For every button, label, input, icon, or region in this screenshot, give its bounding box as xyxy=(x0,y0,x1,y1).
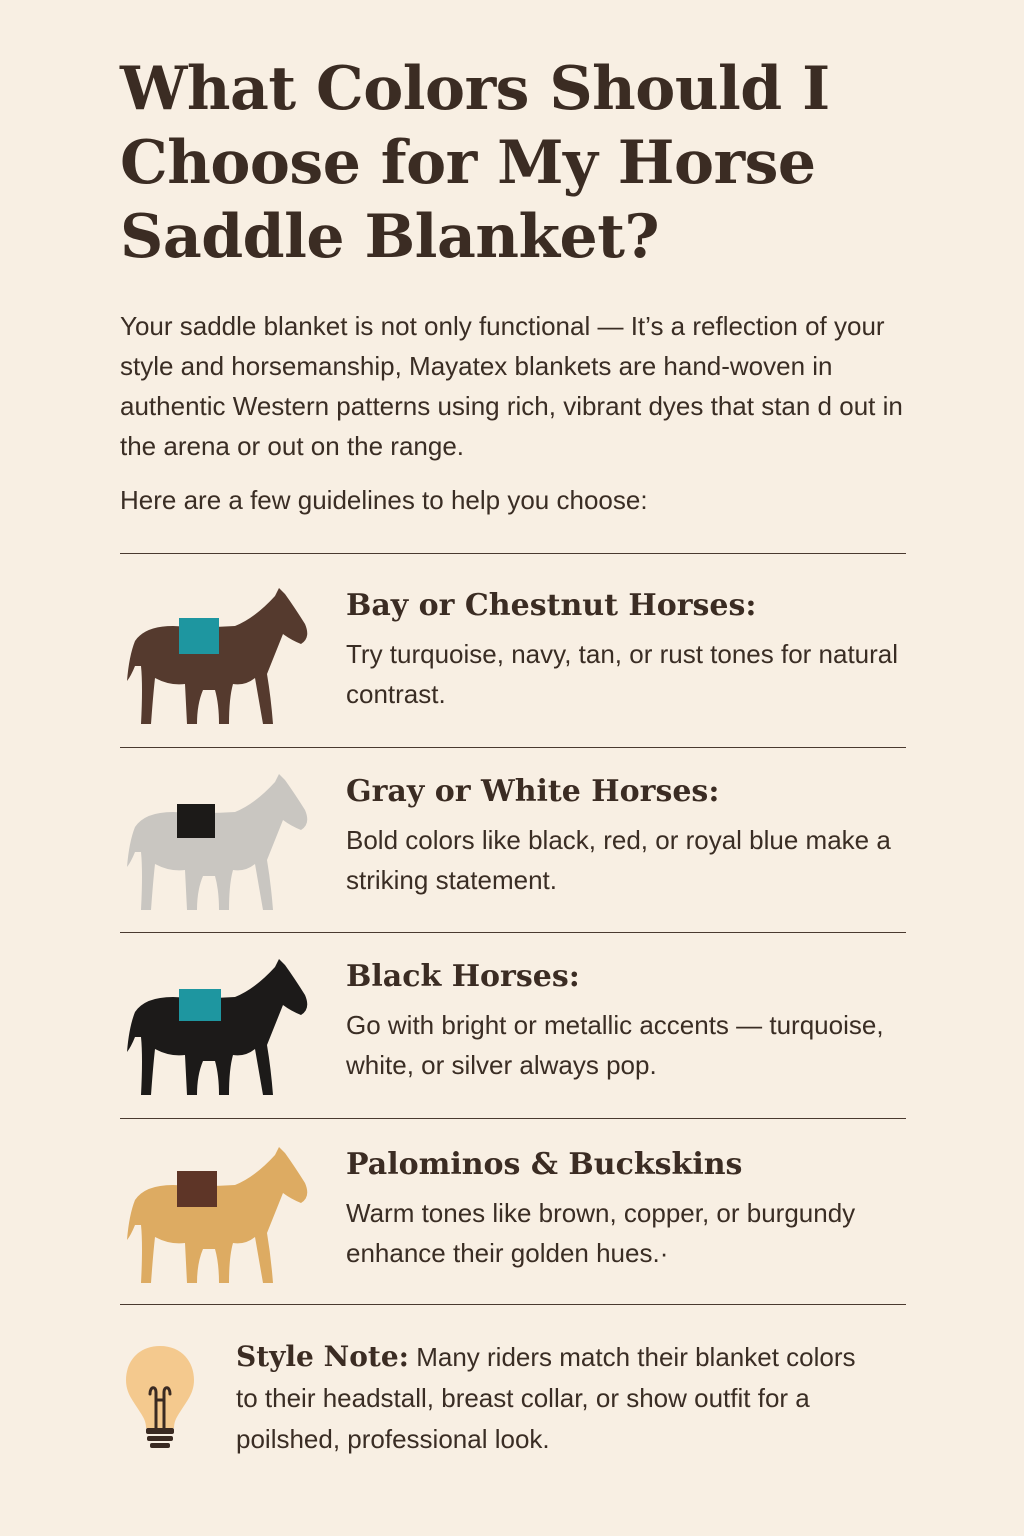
style-note-text xyxy=(236,1336,876,1460)
divider xyxy=(120,932,906,933)
section-title: Black Horses: xyxy=(346,959,580,994)
section-title: Gray or White Horses: xyxy=(346,774,720,809)
palomino-horse-icon xyxy=(115,1145,315,1295)
section-description: Try turquoise, navy, tan, or rust tones for natural contrast. xyxy=(346,639,899,709)
section-bay-chestnut xyxy=(110,586,920,766)
divider xyxy=(120,553,906,554)
section-description: Go with bright or metallic accents — turquoise, white, or silver always pop. xyxy=(346,1010,884,1080)
divider xyxy=(120,1304,906,1305)
section-gray-white xyxy=(110,772,920,952)
lightbulb-icon xyxy=(120,1342,200,1452)
section-palomino-buckskin xyxy=(110,1145,920,1325)
style-note-label: Style Note: xyxy=(236,1340,409,1373)
section-black xyxy=(110,957,920,1137)
section-description: Warm tones like brown, copper, or burgundy enhance their golden hues.· xyxy=(346,1198,856,1268)
gray-horse-icon xyxy=(115,772,315,922)
guidelines-intro: Here are a few guidelines to help you choose: xyxy=(120,485,648,515)
divider xyxy=(120,1118,906,1119)
page-title: What Colors Should I Choose for My Horse Saddle Blanket? xyxy=(120,54,830,272)
section-description: Bold colors like black, red, or royal blue make a striking statement. xyxy=(346,825,891,895)
bay-horse-icon xyxy=(115,586,315,736)
style-note-body: Many riders match their blanket colors to their headstall, breast collar, or show outfit for a poilshed, professional look. xyxy=(236,1342,856,1454)
section-title: Palominos & Buckskins xyxy=(346,1147,743,1182)
style-note xyxy=(120,1336,920,1466)
divider xyxy=(120,747,906,748)
section-title: Bay or Chestnut Horses: xyxy=(346,588,757,623)
intro-paragraph: Your saddle blanket is not only functional — It’s a reflection of your style and horsemanship, Mayatex blankets are hand-woven in authentic Western patterns using rich, vibrant dyes that stan d out in the arena or out on the range. xyxy=(120,311,903,461)
black-horse-icon xyxy=(115,957,315,1107)
